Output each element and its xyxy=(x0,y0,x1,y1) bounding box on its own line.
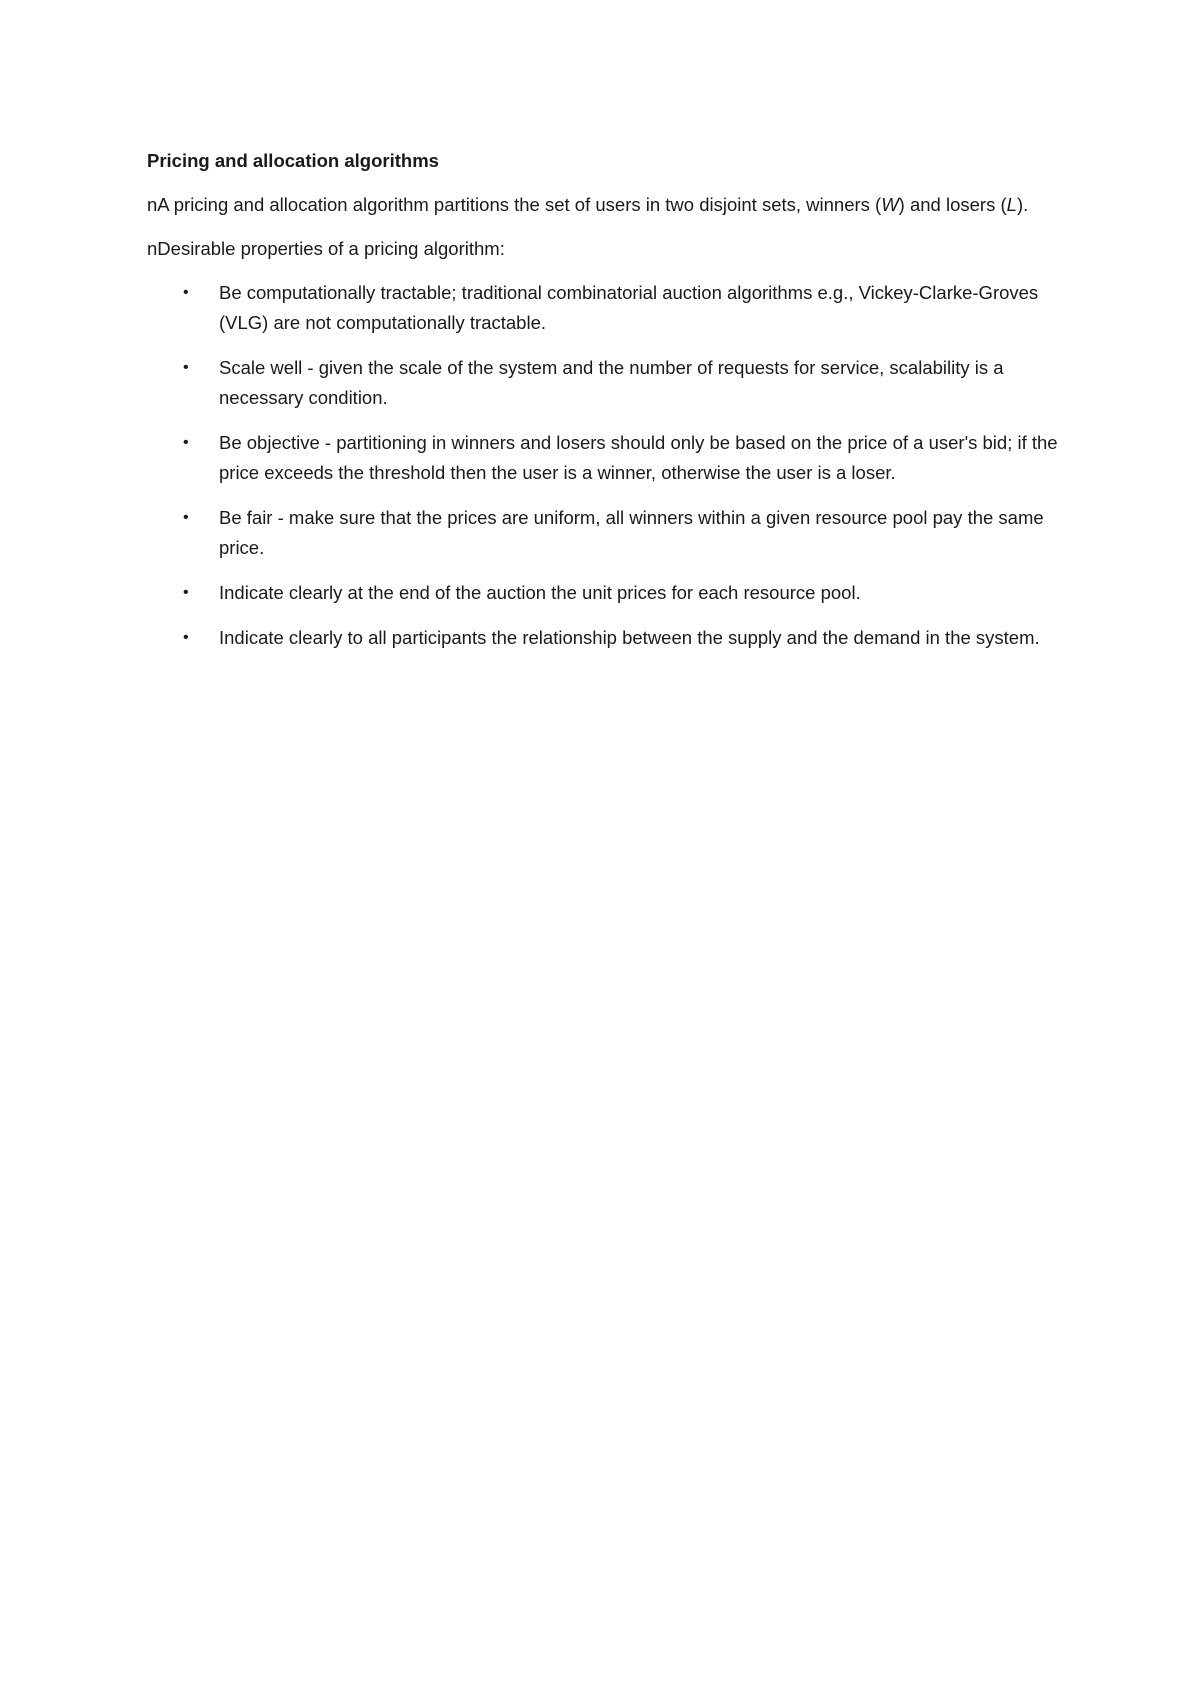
list-item xyxy=(147,503,1072,563)
list-item xyxy=(147,353,1072,413)
winners-symbol: W xyxy=(881,194,899,215)
bullet-icon: • xyxy=(183,434,189,451)
list-item-text: Be computationally tractable; traditional combinatorial auction algorithms e.g., Vickey-Clarke-Groves (VLG) are not computationally tractable. xyxy=(219,282,1039,333)
list-item-text: Scale well - given the scale of the system and the number of requests for service, scalability is a necessary condition. xyxy=(219,357,1004,408)
bullet-icon: • xyxy=(183,629,189,646)
document-body xyxy=(147,146,1072,668)
list-item-text: Be objective - partitioning in winners and losers should only be based on the price of a user's bid; if the price exceeds the threshold then the user is a winner, otherwise the user is a loser. xyxy=(219,432,1058,483)
list-item-text: Indicate clearly at the end of the auction the unit prices for each resource pool. xyxy=(219,582,861,603)
losers-symbol: L xyxy=(1006,194,1017,215)
intro-text-suffix: ). xyxy=(1016,194,1029,215)
section-heading: Pricing and allocation algorithms xyxy=(147,150,439,171)
bullet-icon: • xyxy=(183,359,189,376)
bullet-icon: • xyxy=(183,509,189,526)
intro-text-middle: ) and losers ( xyxy=(898,194,1007,215)
properties-intro: nDesirable properties of a pricing algorithm: xyxy=(147,238,505,259)
list-item xyxy=(147,278,1072,338)
list-item xyxy=(147,623,1072,653)
list-item-text: Be fair - make sure that the prices are uniform, all winners within a given resource pool pay the same price. xyxy=(219,507,1044,558)
intro-paragraph xyxy=(147,190,1072,220)
bullet-icon: • xyxy=(183,284,189,301)
intro-text-prefix: nA pricing and allocation algorithm partitions the set of users in two disjoint sets, winners ( xyxy=(147,194,882,215)
list-item-text: Indicate clearly to all participants the relationship between the supply and the demand in the system. xyxy=(219,627,1040,648)
properties-list xyxy=(147,278,1072,653)
bullet-icon: • xyxy=(183,584,189,601)
list-item xyxy=(147,578,1072,608)
list-item xyxy=(147,428,1072,488)
